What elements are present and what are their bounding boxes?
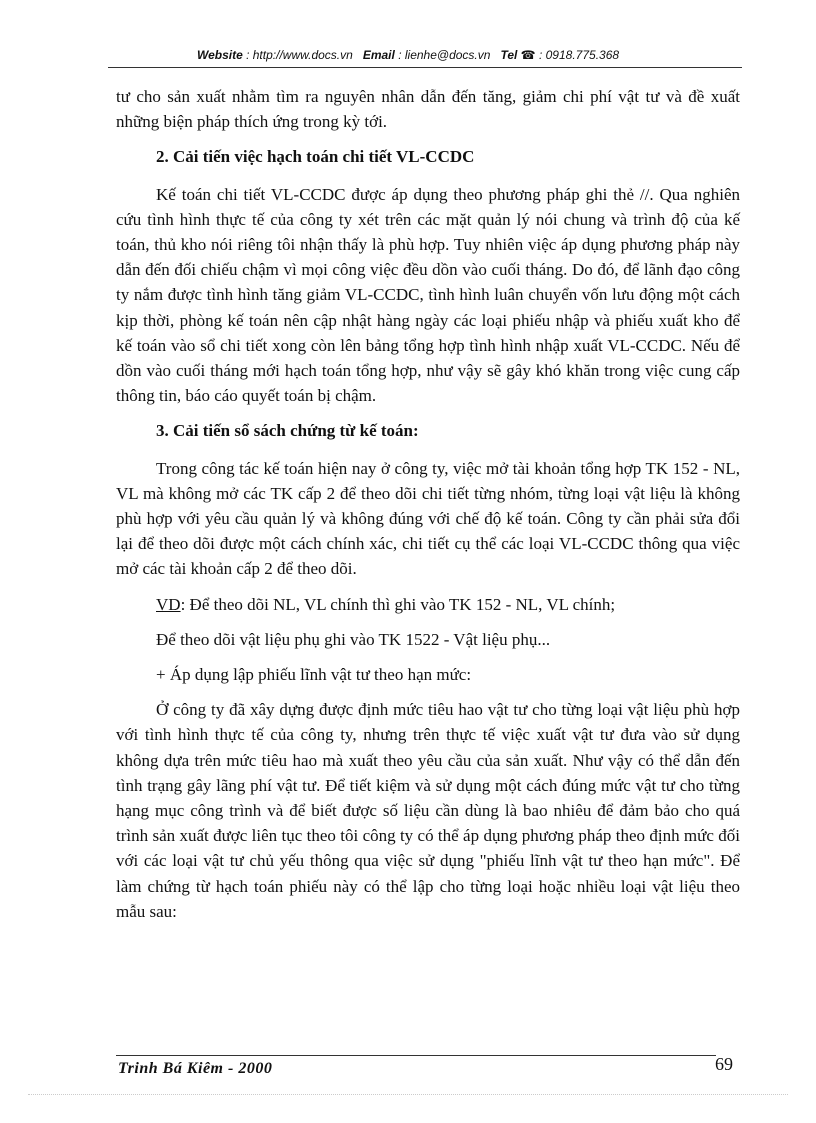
website-label: Website [196,48,243,62]
example-text: : Để theo dõi NL, VL chính thì ghi vào TK 152 - NL, VL chính; [180,594,616,614]
paragraph-quota: Ở công ty đã xây dựng được định mức tiêu hao vật tư cho từng loại vật liệu phù hợp với tình hình thực tế của công ty, nhưng trên thực tế việc xuất vật tư đưa vào sử dụng không dựa trên mức tiêu hao mà xuất theo yêu cầu của sản xuất. Như vậy có thể dẫn đến tình trạng gây lãng phí vật tư. Để tiết kiệm và sử dụng một cách đúng mức vật tư cho từng hạng mục công trình và để biết được số liệu cần dùng là bao nhiêu để đảm bảo cho quá trình sản xuất được liên tục theo tôi công ty có thể áp dụng phương pháp theo định mức đối với các loại vật tư chủ yếu thông qua việc sử dụng "phiếu lĩnh vật tư theo hạn mức". Để làm chứng từ hạch toán phiếu này có thể lập cho từng loại hoặc nhiều loại vật liệu theo mẫu sau: [116,700,740,921]
footer-rule [116,1055,716,1056]
paragraph-ledger-improvement: Trong công tác kế toán hiện nay ở công ty, việc mở tài khoản tổng hợp TK 152 - NL, VL mà không mở các TK cấp 2 để theo dõi chi tiết từng nhóm, từng loại vật liệu là không phù hợp với yêu cầu quản lý và không đúng với chế độ kế toán. Công ty cần phải sửa đổi lại để theo dõi được một cách chính xác, chi tiết cụ thể các loại VL-CCDC thông qua việc mở các tài khoản cấp 2 để theo dõi. [116,458,740,579]
footer-author: Trinh Bá Kiêm - 2000 [118,1060,273,1077]
document-body [116,84,740,934]
paragraph-detail-accounting: Kế toán chi tiết VL-CCDC được áp dụng theo phương pháp ghi thẻ //. Qua nghiên cứu tình hình thực tế của công ty xét trên các mặt quản lý nói chung và trình độ của kế toán, thủ kho nói riêng tôi nhận thấy là phù hợp. Tuy nhiên việc áp dụng phương pháp này dẫn đến đối chiếu chậm vì mọi công việc đều dồn vào cuối tháng. Do đó, để lãnh đạo công ty nắm được tình hình tăng giảm VL-CCDC, tình hình luân chuyển vốn lưu động một cách kịp thời, phòng kế toán nên cập nhật hàng ngày các loại phiếu nhập và phiếu xuất kho để kế toán vào sổ chi tiết xong còn lên bảng tổng hợp tình hình nhập xuất VL-CCDC. Nếu để dồn vào cuối tháng mới hạch toán tổng hợp, như vậy sẽ gây khó khăn trong việc cung cấp thông tin, báo cáo quyết toán bị chậm. [116,184,740,406]
quota-requisition-heading: + Áp dụng lập phiếu lĩnh vật tư theo hạn mức: [156,665,472,685]
tel-label: Tel ☎ [500,48,536,62]
page-bottom-border [28,1094,788,1095]
example-line [116,592,740,617]
section-heading-2: 2. Cải tiến việc hạch toán chi tiết VL-CCDC [156,147,475,167]
email-label: Email [362,48,395,62]
website-value: : http://www.docs.vn [246,48,353,62]
header-rule [108,67,742,68]
example-label: VD [156,594,181,614]
page-number: 69 [715,1054,733,1074]
email-value: : lienhe@docs.vn [398,48,491,62]
page-header [0,48,816,62]
auxiliary-materials-line: Để theo dõi vật liệu phụ ghi vào TK 1522 - Vật liệu phụ... [156,629,551,649]
paragraph-continuation: tư cho sản xuất nhằm tìm ra nguyên nhân dẫn đến tăng, giảm chi phí vật tư và đề xuất những biện pháp thích ứng trong kỳ tới. [116,87,740,132]
section-heading-3: 3. Cải tiến sổ sách chứng từ kế toán: [156,421,419,441]
tel-value: : 0918.775.368 [538,48,620,62]
